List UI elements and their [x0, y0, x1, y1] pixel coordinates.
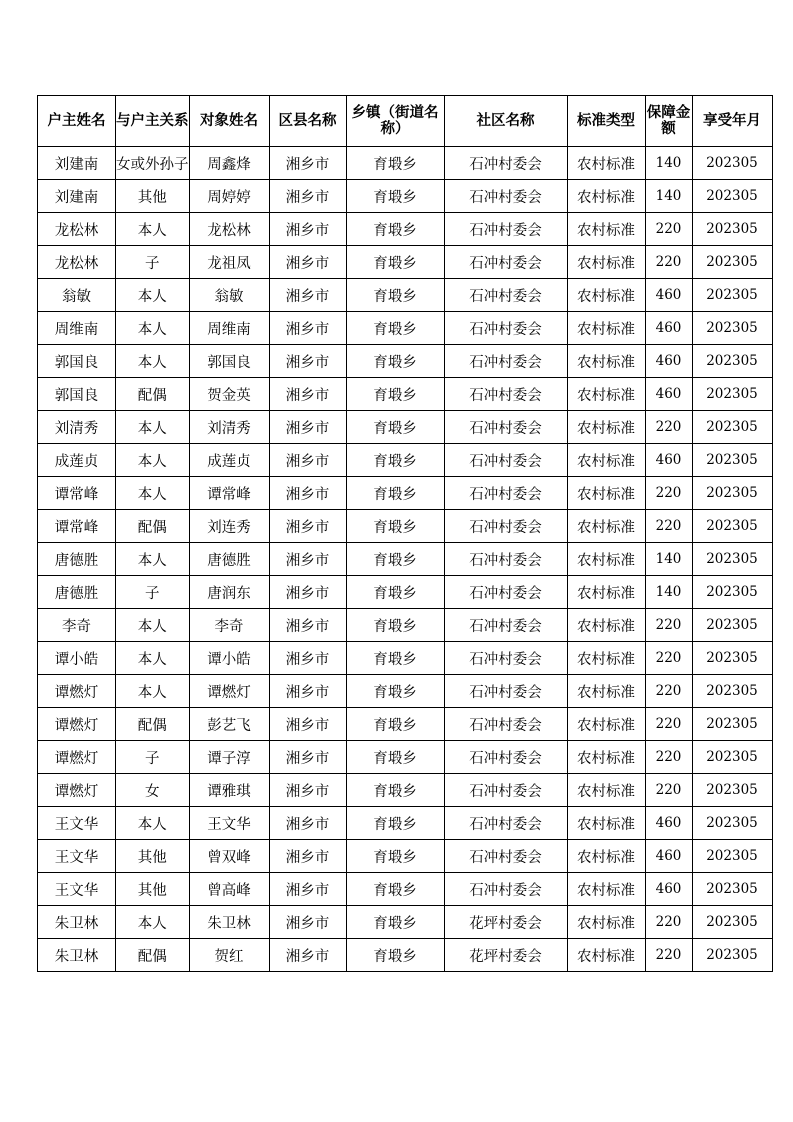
- cell-standard: 农村标准: [567, 840, 645, 873]
- table-row: [38, 840, 773, 873]
- cell-head_name: 王文华: [38, 807, 116, 840]
- cell-amount: 220: [645, 708, 692, 741]
- cell-head_name: 刘建南: [38, 180, 116, 213]
- cell-head_name: 王文华: [38, 840, 116, 873]
- cell-community: 石冲村委会: [444, 312, 567, 345]
- column-header-label: 对象姓名: [200, 113, 258, 129]
- cell-town: 育塅乡: [346, 477, 444, 510]
- cell-head_name: 谭燃灯: [38, 774, 116, 807]
- cell-person: 谭燃灯: [189, 675, 269, 708]
- cell-month: 202305: [692, 477, 772, 510]
- cell-month: 202305: [692, 576, 772, 609]
- cell-person: 彭艺飞: [189, 708, 269, 741]
- column-header-head_name: [38, 96, 116, 147]
- table-row: [38, 345, 773, 378]
- cell-community: 花坪村委会: [444, 939, 567, 972]
- cell-community: 石冲村委会: [444, 675, 567, 708]
- column-header-standard: [567, 96, 645, 147]
- cell-amount: 220: [645, 741, 692, 774]
- cell-relation: 子: [116, 246, 190, 279]
- cell-person: 成莲贞: [189, 444, 269, 477]
- cell-community: 石冲村委会: [444, 147, 567, 180]
- cell-community: 石冲村委会: [444, 642, 567, 675]
- cell-person: 谭雅琪: [189, 774, 269, 807]
- cell-person: 李奇: [189, 609, 269, 642]
- cell-relation: 配偶: [116, 708, 190, 741]
- cell-standard: 农村标准: [567, 873, 645, 906]
- cell-county: 湘乡市: [269, 906, 346, 939]
- cell-community: 石冲村委会: [444, 345, 567, 378]
- column-header-label: 与户主关系: [116, 113, 189, 129]
- cell-standard: 农村标准: [567, 939, 645, 972]
- column-header-label: 区县名称: [278, 113, 337, 129]
- cell-amount: 460: [645, 873, 692, 906]
- cell-county: 湘乡市: [269, 180, 346, 213]
- cell-county: 湘乡市: [269, 213, 346, 246]
- table-row: [38, 774, 773, 807]
- cell-county: 湘乡市: [269, 411, 346, 444]
- cell-person: 周维南: [189, 312, 269, 345]
- column-header-label: 社区名称: [476, 113, 535, 129]
- cell-community: 石冲村委会: [444, 543, 567, 576]
- cell-amount: 220: [645, 774, 692, 807]
- cell-relation: 本人: [116, 345, 190, 378]
- cell-person: 谭子淳: [189, 741, 269, 774]
- cell-standard: 农村标准: [567, 609, 645, 642]
- cell-standard: 农村标准: [567, 774, 645, 807]
- cell-community: 花坪村委会: [444, 906, 567, 939]
- cell-relation: 本人: [116, 906, 190, 939]
- cell-person: 曾双峰: [189, 840, 269, 873]
- cell-month: 202305: [692, 444, 772, 477]
- table-row: [38, 576, 773, 609]
- cell-month: 202305: [692, 906, 772, 939]
- cell-month: 202305: [692, 411, 772, 444]
- cell-head_name: 谭燃灯: [38, 741, 116, 774]
- cell-county: 湘乡市: [269, 279, 346, 312]
- cell-head_name: 谭燃灯: [38, 675, 116, 708]
- cell-month: 202305: [692, 345, 772, 378]
- cell-month: 202305: [692, 510, 772, 543]
- cell-relation: 本人: [116, 312, 190, 345]
- cell-relation: 子: [116, 576, 190, 609]
- cell-amount: 460: [645, 840, 692, 873]
- cell-month: 202305: [692, 774, 772, 807]
- cell-head_name: 周维南: [38, 312, 116, 345]
- column-header-label: 乡镇（街道名称）: [351, 105, 439, 137]
- cell-head_name: 龙松林: [38, 246, 116, 279]
- cell-person: 刘清秀: [189, 411, 269, 444]
- cell-standard: 农村标准: [567, 543, 645, 576]
- cell-person: 唐德胜: [189, 543, 269, 576]
- cell-standard: 农村标准: [567, 411, 645, 444]
- cell-standard: 农村标准: [567, 675, 645, 708]
- cell-relation: 其他: [116, 840, 190, 873]
- cell-standard: 农村标准: [567, 741, 645, 774]
- cell-head_name: 唐德胜: [38, 543, 116, 576]
- cell-relation: 女: [116, 774, 190, 807]
- cell-relation: 本人: [116, 609, 190, 642]
- table-row: [38, 939, 773, 972]
- cell-county: 湘乡市: [269, 147, 346, 180]
- cell-community: 石冲村委会: [444, 411, 567, 444]
- table-row: [38, 213, 773, 246]
- table-row: [38, 444, 773, 477]
- cell-relation: 本人: [116, 411, 190, 444]
- column-header-label: 标准类型: [577, 113, 635, 129]
- cell-community: 石冲村委会: [444, 477, 567, 510]
- table-row: [38, 807, 773, 840]
- cell-person: 周婷婷: [189, 180, 269, 213]
- header-row: [38, 96, 773, 147]
- cell-relation: 女或外孙子: [116, 147, 190, 180]
- cell-amount: 220: [645, 510, 692, 543]
- cell-amount: 460: [645, 807, 692, 840]
- cell-relation: 其他: [116, 873, 190, 906]
- cell-community: 石冲村委会: [444, 378, 567, 411]
- cell-standard: 农村标准: [567, 312, 645, 345]
- cell-amount: 220: [645, 906, 692, 939]
- table-row: [38, 510, 773, 543]
- column-header-county: [269, 96, 346, 147]
- cell-month: 202305: [692, 807, 772, 840]
- cell-head_name: 谭小皓: [38, 642, 116, 675]
- cell-community: 石冲村委会: [444, 279, 567, 312]
- cell-amount: 220: [645, 246, 692, 279]
- cell-community: 石冲村委会: [444, 741, 567, 774]
- cell-person: 翁敏: [189, 279, 269, 312]
- cell-town: 育塅乡: [346, 444, 444, 477]
- cell-town: 育塅乡: [346, 312, 444, 345]
- cell-person: 龙松林: [189, 213, 269, 246]
- cell-head_name: 成莲贞: [38, 444, 116, 477]
- cell-community: 石冲村委会: [444, 873, 567, 906]
- cell-standard: 农村标准: [567, 345, 645, 378]
- cell-month: 202305: [692, 840, 772, 873]
- cell-amount: 220: [645, 609, 692, 642]
- cell-relation: 配偶: [116, 510, 190, 543]
- cell-relation: 本人: [116, 213, 190, 246]
- cell-relation: 本人: [116, 675, 190, 708]
- cell-amount: 460: [645, 345, 692, 378]
- cell-town: 育塅乡: [346, 378, 444, 411]
- cell-town: 育塅乡: [346, 543, 444, 576]
- cell-county: 湘乡市: [269, 246, 346, 279]
- cell-community: 石冲村委会: [444, 444, 567, 477]
- table-row: [38, 543, 773, 576]
- cell-head_name: 刘建南: [38, 147, 116, 180]
- cell-amount: 220: [645, 213, 692, 246]
- cell-person: 谭小皓: [189, 642, 269, 675]
- cell-amount: 220: [645, 642, 692, 675]
- cell-amount: 460: [645, 279, 692, 312]
- cell-standard: 农村标准: [567, 279, 645, 312]
- cell-town: 育塅乡: [346, 345, 444, 378]
- column-header-person: [189, 96, 269, 147]
- cell-town: 育塅乡: [346, 180, 444, 213]
- cell-person: 曾高峰: [189, 873, 269, 906]
- cell-amount: 220: [645, 675, 692, 708]
- cell-county: 湘乡市: [269, 807, 346, 840]
- cell-town: 育塅乡: [346, 741, 444, 774]
- cell-standard: 农村标准: [567, 642, 645, 675]
- cell-person: 贺金英: [189, 378, 269, 411]
- cell-month: 202305: [692, 642, 772, 675]
- cell-standard: 农村标准: [567, 708, 645, 741]
- cell-month: 202305: [692, 213, 772, 246]
- cell-person: 朱卫林: [189, 906, 269, 939]
- cell-amount: 220: [645, 477, 692, 510]
- cell-month: 202305: [692, 543, 772, 576]
- column-header-relation: [116, 96, 190, 147]
- cell-month: 202305: [692, 708, 772, 741]
- cell-month: 202305: [692, 609, 772, 642]
- cell-person: 郭国良: [189, 345, 269, 378]
- cell-county: 湘乡市: [269, 576, 346, 609]
- cell-person: 龙祖凤: [189, 246, 269, 279]
- cell-town: 育塅乡: [346, 279, 444, 312]
- cell-relation: 本人: [116, 543, 190, 576]
- cell-county: 湘乡市: [269, 939, 346, 972]
- cell-community: 石冲村委会: [444, 576, 567, 609]
- table-header: [38, 96, 773, 147]
- cell-head_name: 翁敏: [38, 279, 116, 312]
- cell-standard: 农村标准: [567, 180, 645, 213]
- cell-relation: 其他: [116, 180, 190, 213]
- cell-town: 育塅乡: [346, 147, 444, 180]
- cell-county: 湘乡市: [269, 444, 346, 477]
- cell-month: 202305: [692, 675, 772, 708]
- cell-town: 育塅乡: [346, 675, 444, 708]
- cell-relation: 子: [116, 741, 190, 774]
- cell-county: 湘乡市: [269, 675, 346, 708]
- table-row: [38, 642, 773, 675]
- cell-month: 202305: [692, 312, 772, 345]
- cell-county: 湘乡市: [269, 477, 346, 510]
- table-row: [38, 279, 773, 312]
- cell-month: 202305: [692, 939, 772, 972]
- cell-town: 育塅乡: [346, 708, 444, 741]
- assistance-table: [37, 95, 773, 972]
- table-row: [38, 906, 773, 939]
- cell-month: 202305: [692, 741, 772, 774]
- cell-month: 202305: [692, 147, 772, 180]
- cell-standard: 农村标准: [567, 147, 645, 180]
- cell-community: 石冲村委会: [444, 609, 567, 642]
- cell-county: 湘乡市: [269, 345, 346, 378]
- table-row: [38, 609, 773, 642]
- cell-head_name: 刘清秀: [38, 411, 116, 444]
- table-row: [38, 477, 773, 510]
- cell-head_name: 李奇: [38, 609, 116, 642]
- cell-head_name: 龙松林: [38, 213, 116, 246]
- cell-county: 湘乡市: [269, 642, 346, 675]
- cell-standard: 农村标准: [567, 444, 645, 477]
- cell-head_name: 郭国良: [38, 345, 116, 378]
- cell-relation: 本人: [116, 444, 190, 477]
- cell-town: 育塅乡: [346, 576, 444, 609]
- cell-relation: 本人: [116, 807, 190, 840]
- cell-town: 育塅乡: [346, 411, 444, 444]
- cell-standard: 农村标准: [567, 378, 645, 411]
- cell-person: 谭常峰: [189, 477, 269, 510]
- cell-town: 育塅乡: [346, 642, 444, 675]
- cell-community: 石冲村委会: [444, 180, 567, 213]
- cell-amount: 220: [645, 939, 692, 972]
- column-header-amount: [645, 96, 692, 147]
- cell-county: 湘乡市: [269, 609, 346, 642]
- cell-relation: 本人: [116, 642, 190, 675]
- cell-town: 育塅乡: [346, 213, 444, 246]
- column-header-label: 保障金额: [646, 105, 691, 137]
- cell-county: 湘乡市: [269, 741, 346, 774]
- cell-month: 202305: [692, 873, 772, 906]
- table-body: [38, 147, 773, 972]
- table-row: [38, 741, 773, 774]
- column-header-label: 享受年月: [703, 113, 761, 129]
- cell-county: 湘乡市: [269, 873, 346, 906]
- cell-person: 周鑫烽: [189, 147, 269, 180]
- cell-county: 湘乡市: [269, 840, 346, 873]
- column-header-community: [444, 96, 567, 147]
- cell-town: 育塅乡: [346, 873, 444, 906]
- cell-amount: 140: [645, 543, 692, 576]
- cell-town: 育塅乡: [346, 510, 444, 543]
- cell-standard: 农村标准: [567, 213, 645, 246]
- column-header-label: 户主姓名: [47, 113, 106, 129]
- cell-amount: 140: [645, 147, 692, 180]
- cell-standard: 农村标准: [567, 807, 645, 840]
- cell-person: 唐润东: [189, 576, 269, 609]
- table-row: [38, 312, 773, 345]
- column-header-town: [346, 96, 444, 147]
- cell-amount: 460: [645, 378, 692, 411]
- cell-person: 刘连秀: [189, 510, 269, 543]
- cell-town: 育塅乡: [346, 246, 444, 279]
- cell-community: 石冲村委会: [444, 840, 567, 873]
- cell-community: 石冲村委会: [444, 807, 567, 840]
- cell-county: 湘乡市: [269, 312, 346, 345]
- cell-town: 育塅乡: [346, 939, 444, 972]
- cell-relation: 配偶: [116, 939, 190, 972]
- cell-relation: 本人: [116, 279, 190, 312]
- cell-amount: 220: [645, 411, 692, 444]
- cell-month: 202305: [692, 246, 772, 279]
- cell-month: 202305: [692, 180, 772, 213]
- cell-head_name: 朱卫林: [38, 939, 116, 972]
- cell-standard: 农村标准: [567, 906, 645, 939]
- table-row: [38, 147, 773, 180]
- cell-community: 石冲村委会: [444, 708, 567, 741]
- cell-town: 育塅乡: [346, 840, 444, 873]
- cell-standard: 农村标准: [567, 477, 645, 510]
- cell-amount: 460: [645, 444, 692, 477]
- cell-head_name: 唐德胜: [38, 576, 116, 609]
- cell-relation: 本人: [116, 477, 190, 510]
- table-row: [38, 246, 773, 279]
- cell-county: 湘乡市: [269, 708, 346, 741]
- cell-relation: 配偶: [116, 378, 190, 411]
- table-row: [38, 873, 773, 906]
- cell-town: 育塅乡: [346, 774, 444, 807]
- cell-person: 贺红: [189, 939, 269, 972]
- cell-county: 湘乡市: [269, 510, 346, 543]
- cell-county: 湘乡市: [269, 543, 346, 576]
- cell-community: 石冲村委会: [444, 213, 567, 246]
- table-row: [38, 675, 773, 708]
- cell-head_name: 谭常峰: [38, 477, 116, 510]
- cell-month: 202305: [692, 279, 772, 312]
- cell-head_name: 朱卫林: [38, 906, 116, 939]
- cell-county: 湘乡市: [269, 378, 346, 411]
- cell-town: 育塅乡: [346, 906, 444, 939]
- cell-person: 王文华: [189, 807, 269, 840]
- cell-town: 育塅乡: [346, 609, 444, 642]
- cell-head_name: 郭国良: [38, 378, 116, 411]
- cell-amount: 140: [645, 576, 692, 609]
- cell-amount: 460: [645, 312, 692, 345]
- cell-head_name: 王文华: [38, 873, 116, 906]
- cell-community: 石冲村委会: [444, 774, 567, 807]
- cell-standard: 农村标准: [567, 576, 645, 609]
- table-row: [38, 180, 773, 213]
- cell-county: 湘乡市: [269, 774, 346, 807]
- cell-amount: 140: [645, 180, 692, 213]
- cell-month: 202305: [692, 378, 772, 411]
- cell-head_name: 谭常峰: [38, 510, 116, 543]
- cell-community: 石冲村委会: [444, 246, 567, 279]
- table-row: [38, 708, 773, 741]
- cell-standard: 农村标准: [567, 246, 645, 279]
- column-header-month: [692, 96, 772, 147]
- cell-head_name: 谭燃灯: [38, 708, 116, 741]
- cell-town: 育塅乡: [346, 807, 444, 840]
- cell-standard: 农村标准: [567, 510, 645, 543]
- cell-community: 石冲村委会: [444, 510, 567, 543]
- table-row: [38, 378, 773, 411]
- table-row: [38, 411, 773, 444]
